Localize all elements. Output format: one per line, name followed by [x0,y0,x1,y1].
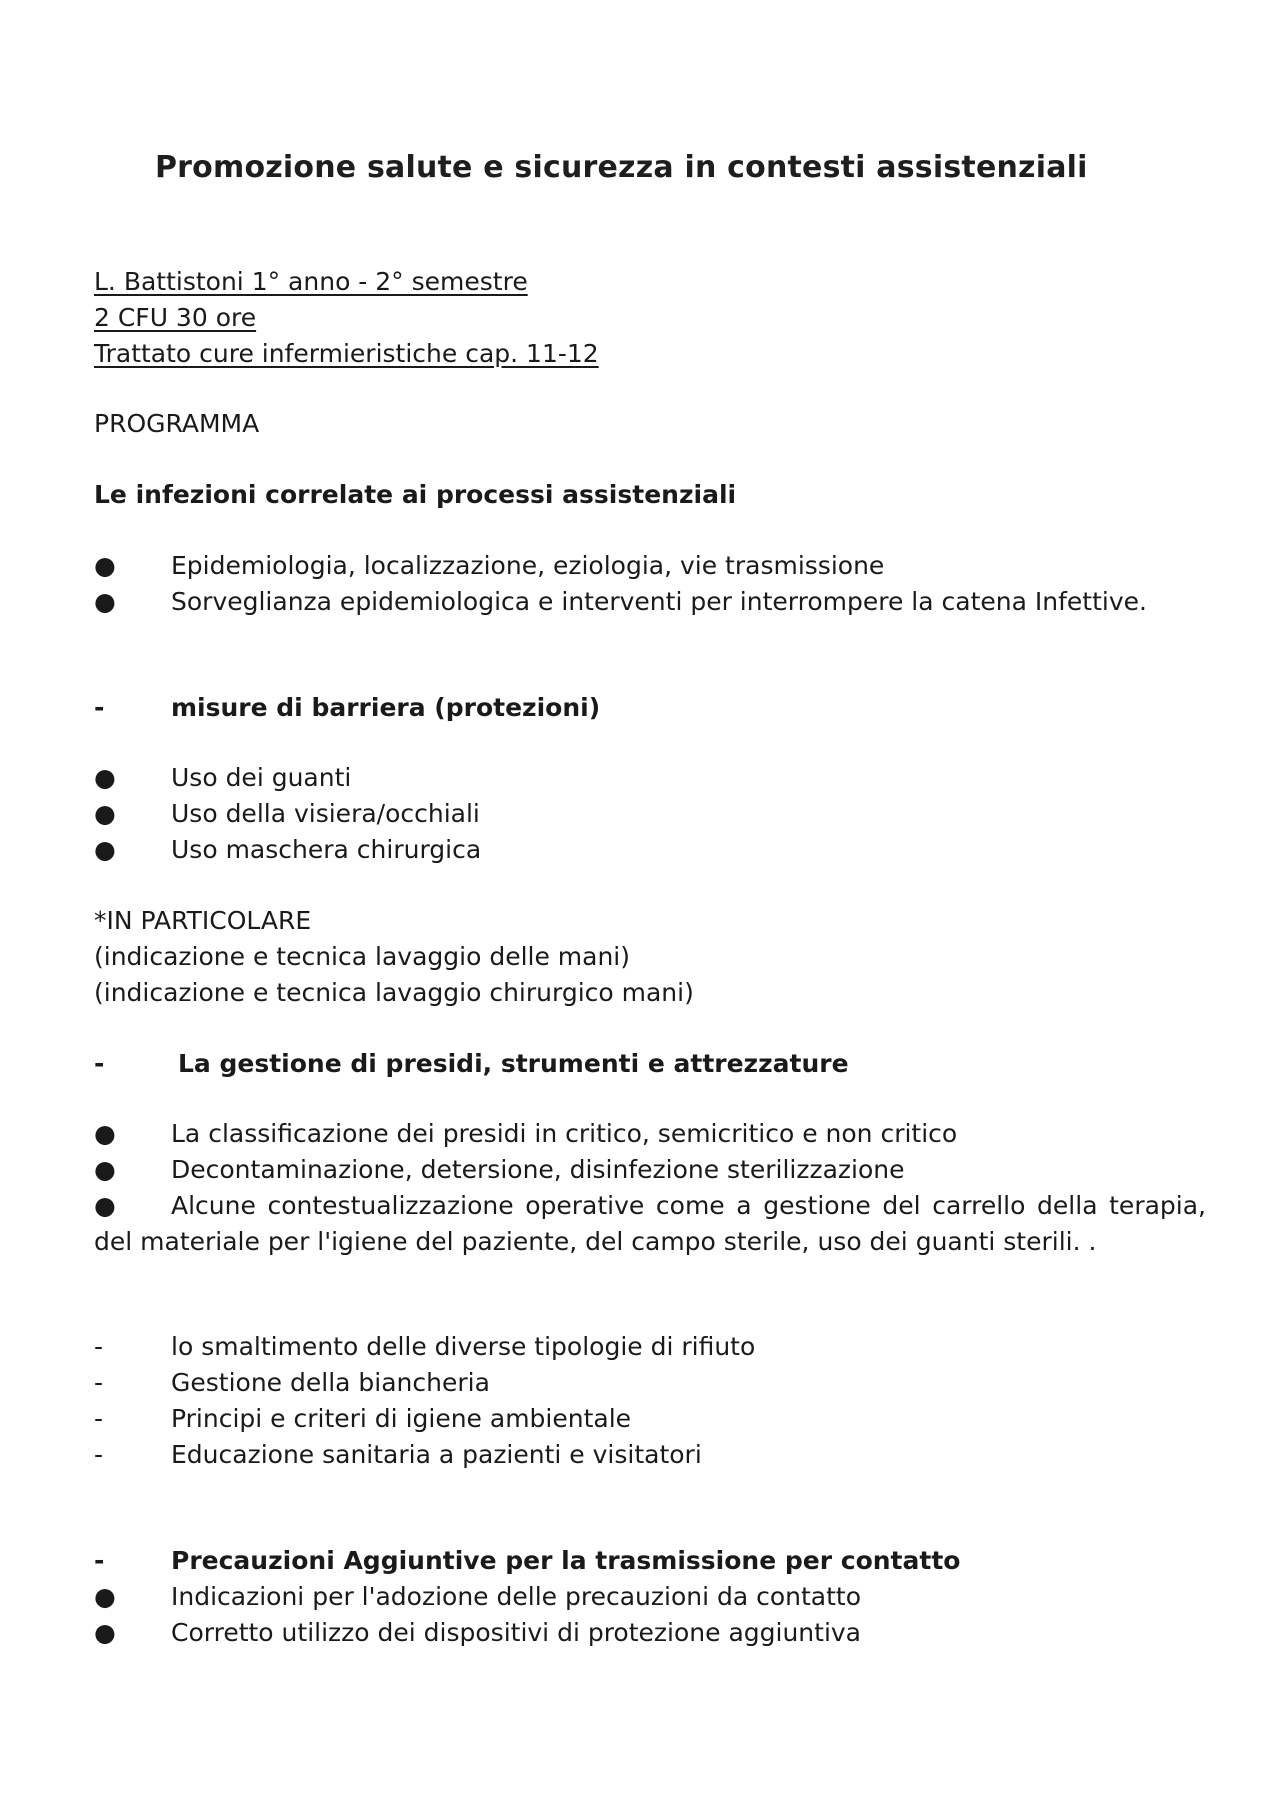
list-item-text: Sorveglianza epidemiologica e interventi per interrompere la catena Infettive. [171,587,1147,616]
bullet-icon: ● [94,1191,116,1220]
bullet-icon: ● [94,763,116,792]
bullet-icon: ● [94,587,116,616]
bullet-icon: ● [94,1618,116,1647]
bullet-icon: ● [94,799,116,828]
dash-marker: - [94,1332,104,1361]
list-item-text: Decontaminazione, detersione, disinfezione sterilizzazione [171,1155,905,1184]
bullet-icon: ● [94,1155,116,1184]
list-item-text: Uso maschera chirurgica [171,835,482,864]
subsection-heading: La gestione di presidi, strumenti e attrezzature [178,1049,849,1078]
dash-marker: - [94,1404,104,1433]
dash-marker: - [94,1049,105,1078]
note-line: (indicazione e tecnica lavaggio delle mani) [94,942,631,971]
list-item [94,1188,1206,1260]
section-heading-infezioni: Le infezioni correlate ai processi assistenziali [94,480,737,509]
dash-marker: - [94,1546,105,1575]
bullet-icon: ● [94,551,116,580]
list-item-text: Corretto utilizzo dei dispositivi di protezione aggiuntiva [171,1618,862,1647]
bullet-icon: ● [94,1119,116,1148]
bullet-icon: ● [94,1582,116,1611]
subsection-heading: misure di barriera (protezioni) [171,693,601,722]
list-item-text: Indicazioni per l'adozione delle precauzioni da contatto [171,1582,862,1611]
dash-marker: - [94,693,105,722]
list-item-text: Alcune contestualizzazione operative come a gestione del carrello della terapia, del materiale per l'igiene del paziente, del campo sterile, uso dei guanti sterili. . [94,1191,1206,1256]
note-line: (indicazione e tecnica lavaggio chirurgico mani) [94,978,694,1007]
list-item-text: Uso dei guanti [171,763,352,792]
course-teacher-line: L. Battistoni 1° anno - 2° semestre [94,267,528,296]
course-textbook-line: Trattato cure infermieristiche cap. 11-12 [94,339,599,368]
in-particolare-label: *IN PARTICOLARE [94,906,312,935]
programma-heading: PROGRAMMA [94,409,260,438]
dash-marker: - [94,1440,104,1469]
list-item-text: Gestione della biancheria [171,1368,490,1397]
list-item [94,584,1206,620]
list-item-text: lo smaltimento delle diverse tipologie di rifiuto [171,1332,756,1361]
list-item-text: Principi e criteri di igiene ambientale [171,1404,632,1433]
list-item-text: Epidemiologia, localizzazione, eziologia, vie trasmissione [171,551,885,580]
subsection-heading: Precauzioni Aggiuntive per la trasmissione per contatto [171,1546,961,1575]
list-item-text: Uso della visiera/occhiali [171,799,480,828]
dash-marker: - [94,1368,104,1397]
page-title: Promozione salute e sicurezza in contesti assistenziali [155,150,1088,185]
list-item-text: La classificazione dei presidi in critico, semicritico e non critico [171,1119,958,1148]
bullet-icon: ● [94,835,116,864]
course-credits-line: 2 CFU 30 ore [94,303,257,332]
list-item-text: Educazione sanitaria a pazienti e visitatori [171,1440,702,1469]
